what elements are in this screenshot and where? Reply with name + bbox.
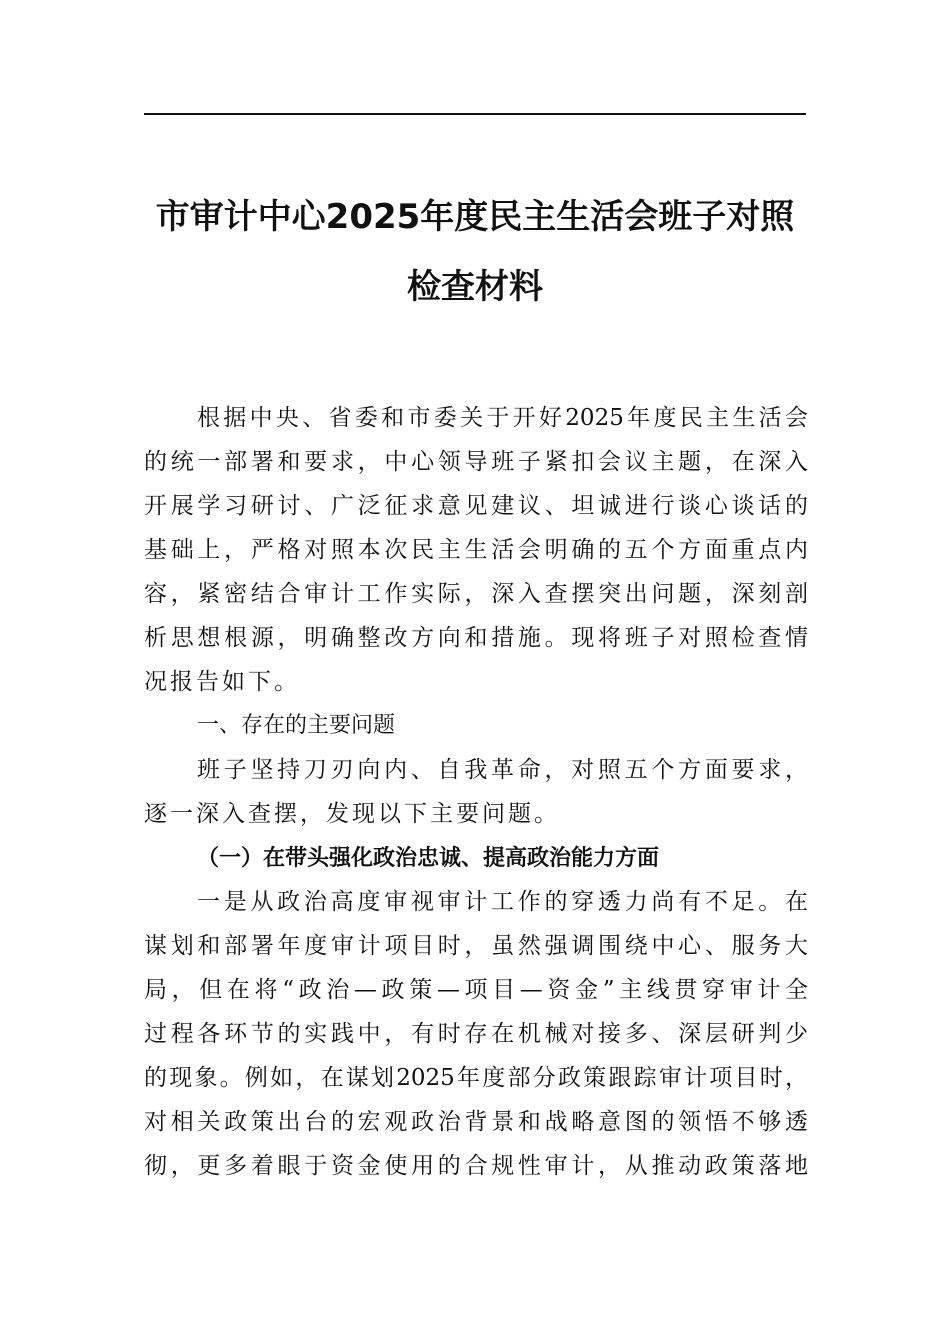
paragraph-line: 对相关政策出台的宏观政治背景和战略意图的领悟不够透: [144, 1109, 808, 1135]
paragraph-line: 局，但在将“政治—政策—项目—资金”主线贯穿审计全: [144, 977, 808, 1003]
subsection-heading: （一）在带头强化政治忠诚、提高政治能力方面: [197, 845, 660, 871]
paragraph-line: 析思想根源，明确整改方向和措施。现将班子对照检查情: [144, 625, 808, 651]
top-rule: [144, 113, 806, 115]
paragraph-line: 开展学习研讨、广泛征求意见建议、坦诚进行谈心谈话的: [144, 493, 808, 519]
paragraph-line: 的统一部署和要求，中心领导班子紧扣会议主题，在深入: [144, 449, 808, 475]
document-title-line-2: 检查材料: [407, 267, 543, 307]
paragraph-line: 过程各环节的实践中，有时存在机械对接多、深层研判少: [144, 1021, 808, 1047]
document-body: [144, 402, 808, 1194]
paragraph-line: 况报告如下。: [144, 669, 300, 695]
paragraph-line: 彻，更多着眼于资金使用的合规性审计，从推动政策落地: [144, 1153, 808, 1179]
paragraph-line: 谋划和部署年度审计项目时，虽然强调围绕中心、服务大: [144, 933, 808, 959]
paragraph-line: 根据中央、省委和市委关于开好2025年度民主生活会: [197, 405, 808, 431]
paragraph-line: 基础上，严格对照本次民主生活会明确的五个方面重点内: [144, 537, 808, 563]
document-title-line-1: 市审计中心2025年度民主生活会班子对照: [155, 197, 795, 237]
paragraph-line: 的现象。例如，在谋划2025年度部分政策跟踪审计项目时，: [144, 1065, 808, 1091]
paragraph-line: 班子坚持刀刃向内、自我革命，对照五个方面要求，: [197, 757, 808, 783]
paragraph-line: 容，紧密结合审计工作实际，深入查摆突出问题，深刻剖: [144, 581, 808, 607]
paragraph-line: 一是从政治高度审视审计工作的穿透力尚有不足。在: [197, 889, 808, 915]
paragraph-line: 逐一深入查摆，发现以下主要问题。: [144, 801, 560, 827]
section-heading: 一、存在的主要问题: [197, 713, 396, 738]
